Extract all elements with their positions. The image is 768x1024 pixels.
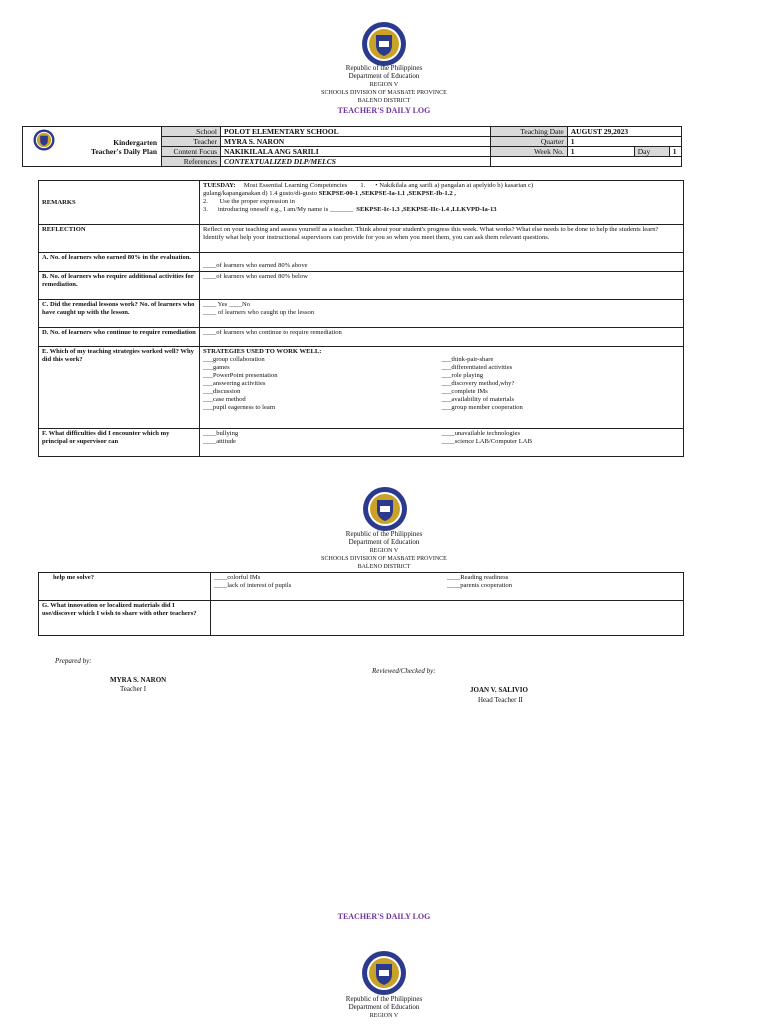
teacher-value: MYRA S. NARON	[221, 137, 491, 147]
region-line: REGION V	[369, 1013, 399, 1019]
list-item: ___discussion	[203, 388, 241, 395]
school-label: School	[162, 127, 221, 137]
log-title: TEACHER'S DAILY LOG	[337, 106, 431, 115]
row-g-label: G. What innovation or localized materials did I use/discover which I wish to share with other teachers?	[39, 601, 211, 636]
preparer-title: Teacher I	[120, 685, 147, 693]
list-item: ____bullying	[203, 430, 239, 437]
teacher-label: Teacher	[162, 137, 221, 147]
district-line: BALENO DISTRICT	[357, 564, 411, 570]
references-value: CONTEXTUALIZED DLP/MELCS	[221, 157, 491, 167]
day-value: 1	[669, 147, 681, 157]
reviewed-by-label: Reviewed/Checked by:	[372, 667, 436, 675]
quarter-value: 1	[567, 137, 681, 147]
list-item: ___group collaboration	[203, 356, 265, 363]
reflection-text: Reflect on your teaching and assess yourself as a teacher. Think about your student's progress this week. What works? What else needs to be done to help the students learn? Identify what help your instructional supervisors can provide for you so when you meet them, you can ask them relevant questions.	[200, 225, 684, 253]
list-item: ___pupil eagerness to learn	[203, 404, 276, 411]
list-item: ___differentiated activities	[441, 364, 513, 371]
department-line: Department of Education	[348, 72, 420, 80]
row-g-cell	[211, 601, 684, 636]
department-line: Department of Education	[348, 1003, 420, 1011]
republic-line: Republic of the Philippines	[345, 64, 423, 72]
row-f-cell	[200, 429, 684, 457]
school-value: POLOT ELEMENTARY SCHOOL	[221, 127, 491, 137]
row-c-cell: ____ Yes ____No ____ of learners who caught up the lesson	[200, 300, 684, 328]
row-c-label: C. Did the remedial lessons work? No. of learners who have caught up with the lesson.	[39, 300, 200, 328]
row-b-text: ____of learners who earned 80% below	[200, 272, 684, 300]
region-line: REGION V	[369, 82, 399, 88]
district-line: BALENO DISTRICT	[357, 98, 411, 104]
plan-title-2: Teacher's Daily Plan	[91, 146, 157, 156]
week-label: Week No.	[490, 147, 567, 157]
region-line: REGION V	[369, 548, 399, 554]
prepared-by-label: Prepared by:	[55, 657, 92, 665]
row-a-label: A. No. of learners who earned 80% in the evaluation.	[39, 253, 200, 272]
list-item: ____parents cooperation	[447, 582, 513, 589]
row-f-label: F. What difficulties did I encounter which my principal or supervisor can	[39, 429, 200, 457]
list-item: ____colorful IMs	[214, 574, 261, 581]
row-e-cell	[200, 347, 684, 429]
content-focus-label: Content Focus	[162, 147, 221, 157]
division-line: SCHOOLS DIVISION OF MASBATE PROVINCE	[321, 90, 447, 96]
row-e-label: E. Which of my teaching strategies worked well? Why did this work?	[39, 347, 200, 429]
list-item: ____lack of interest of pupils	[214, 582, 292, 589]
teaching-date-value: AUGUST 29,2023	[567, 127, 681, 137]
reviewer-title: Head Teacher II	[478, 696, 523, 704]
list-item: ___group member cooperation	[441, 404, 523, 411]
teaching-date-label: Teaching Date	[490, 127, 567, 137]
deped-seal-icon	[361, 950, 407, 996]
row-d-label: D. No. of learners who continue to require remediation	[39, 328, 200, 347]
deped-seal-icon	[362, 486, 408, 532]
remarks-label: REMARKS	[39, 181, 200, 225]
strategies-left	[203, 356, 442, 412]
row-b-label: B. No. of learners who require additional activities for remediation.	[39, 272, 200, 300]
row-f-continued-cell	[211, 573, 684, 601]
week-value: 1	[567, 147, 634, 157]
row-d-text: ____of learners who continue to require remediation	[200, 328, 684, 347]
row-f-continued-label: help me solve?	[39, 573, 211, 601]
republic-line: Republic of the Philippines	[345, 530, 423, 538]
remarks-day: TUESDAY:	[203, 182, 236, 189]
list-item: ___PowerPoint presentation	[203, 372, 278, 379]
list-item: ___games	[203, 364, 230, 371]
deped-seal-small-icon	[33, 129, 55, 151]
remarks-cell: TUESDAY: Most Essential Learning Competencies 1. • Nakikilala ang sarili a) pangalan at apelyido b) kasarian c) gulang/kapanganakan d) 1.4 gusto/di-gusto SEKPSE-00-1 ,SEKPSE-Ia-1.1 ,SEKPSE-Ib-1.2 , 2. Use the proper expression in 3. introducing oneself e.g., I am/My name is _______ SEKPSE-Ic-1.3 ,SEKPSE-IIc-1.4 ,LLKVPD-Ia-13	[200, 181, 684, 225]
log-table-continued	[38, 572, 684, 636]
division-line: SCHOOLS DIVISION OF MASBATE PROVINCE	[321, 556, 447, 562]
info-table	[22, 126, 682, 167]
log-table	[38, 180, 684, 457]
preparer-name: MYRA S. NARON	[110, 676, 167, 684]
list-item: ___answering activities	[203, 380, 266, 387]
reflection-label: REFLECTION	[39, 225, 200, 253]
list-item: ____unavailable technologies	[441, 430, 521, 437]
deped-seal-icon	[361, 21, 407, 67]
list-item: ___think-pair-share	[441, 356, 494, 363]
list-item: ___complete IMs	[441, 388, 488, 395]
strategies-heading: STRATEGIES USED TO WORK WELL:	[203, 348, 322, 355]
list-item: ___availability of materials	[441, 396, 515, 403]
list-item: ___role playing	[441, 372, 484, 379]
list-item: ___discovery method,why?	[441, 380, 515, 387]
list-item: ____science LAB/Computer LAB	[441, 438, 532, 445]
reviewer-name: JOAN V. SALIVIO	[470, 686, 528, 694]
log-title: TEACHER'S DAILY LOG	[337, 912, 431, 921]
department-line: Department of Education	[348, 538, 420, 546]
list-item: ___case method	[203, 396, 246, 403]
references-label: References	[162, 157, 221, 167]
list-item: ____Reading readiness	[447, 574, 509, 581]
strategies-right	[442, 356, 681, 412]
day-label: Day	[634, 147, 669, 157]
republic-line: Republic of the Philippines	[345, 995, 423, 1003]
content-focus-value: NAKIKILALA ANG SARILI	[221, 147, 491, 157]
plan-title-1: Kindergarten	[113, 137, 157, 147]
list-item: ____attitude	[203, 438, 236, 445]
plan-title-cell	[23, 127, 162, 167]
row-a-text: ____of learners who earned 80% above	[200, 253, 684, 272]
quarter-label: Quarter	[490, 137, 567, 147]
